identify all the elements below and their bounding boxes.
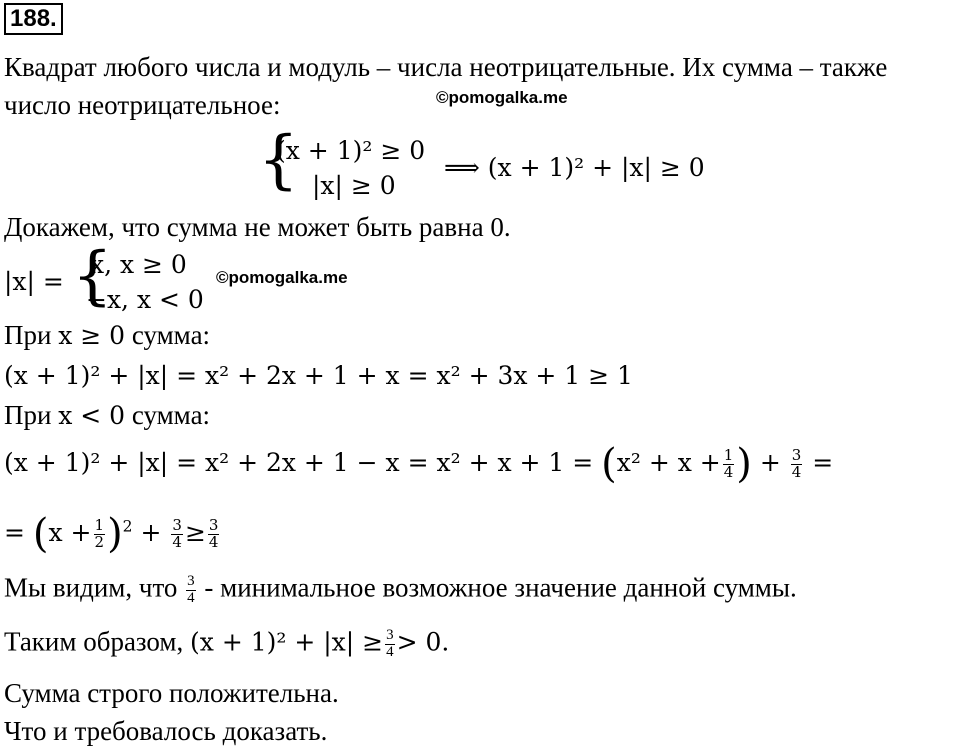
text-line-1: Квадрат любого числа и модуль – числа неотрицательные. Их сумма – также [4,52,888,82]
problem-number: 188. [4,3,63,35]
system-row-1: (x + 1)² ≥ 0 [276,136,426,165]
fraction-3-4: $\frac{3}{4}$ [172,516,182,551]
fraction-3-4: $\frac{3}{4}$ [208,516,219,551]
thus-c: > 0. [396,627,450,657]
abs-row-2: −x, x < 0 [86,285,204,314]
fraction-3-4: $\frac{3}{4}$ [187,573,195,606]
paren-open: ( [601,441,617,487]
case2-math: x < 0 [58,401,126,430]
continuation-equation: = (x + $\frac{1}{2}$ )$^2$ + $\frac{3}{4}$ ≥ $\frac{3}{4}$ [4,511,219,557]
conclusion-line [4,628,449,661]
case2-text-a: При [4,400,52,430]
case2-eq-d: = [812,448,834,477]
thus-a: Таким образом, [4,626,184,657]
system-brace: { [258,123,299,197]
qed-line: Что и требовалось доказать. [4,716,328,746]
cont-b: x + [48,518,92,547]
text-line-3: Докажем, что сумма не может быть равна 0. [4,212,511,242]
case2-eq-c: + [759,448,781,477]
fraction-1-4: $\frac{1}{4}$ [723,446,734,481]
abs-lhs: |x| = [4,267,64,296]
see-a: Мы видим, что [4,572,178,603]
watermark: ©pomogalka.me [216,268,348,287]
case2-heading [4,402,210,429]
case1-text-b: сумма: [131,320,211,350]
fraction-1-2: $\frac{1}{2}$ [94,516,105,551]
paren-open: ( [32,511,49,557]
case2-text-b: сумма: [131,400,211,430]
paren-close: ) [107,511,123,557]
case1-text-a: При [4,320,52,350]
watermark: ©pomogalka.me [436,88,568,107]
text-line-2: число неотрицательное: [4,90,281,120]
min-value-line [4,574,797,607]
system-result: ⟹ (x + 1)² + |x| ≥ 0 [444,153,705,182]
cont-c: + [140,518,162,547]
case2-eq-b: x² + x + [616,448,721,477]
case1-heading [4,322,210,349]
system-row-2: |x| ≥ 0 [312,171,396,200]
case2-equation [4,441,834,487]
case1-equation: (x + 1)² + |x| = x² + 2x + 1 + x = x² + 3x + 1 ≥ 1 [4,361,633,390]
see-b: - минимальное возможное значение данной суммы. [204,572,797,603]
case1-math: x ≥ 0 [58,321,126,350]
abs-brace: { [72,239,113,313]
paren-close: ) [736,441,752,487]
thus-b: (x + 1)² + |x| ≥ [190,627,384,657]
fraction-3-4: $\frac{3}{4}$ [386,627,394,660]
fraction-3-4: $\frac{3}{4}$ [791,446,802,481]
case2-eq-a: (x + 1)² + |x| = x² + 2x + 1 − x = x² + x + 1 = [4,448,594,477]
cont-a: = [4,518,25,547]
positive-line: Сумма строго положительна. [4,678,339,708]
cont-d: ≥ [184,518,206,547]
abs-row-1: x, x ≥ 0 [90,250,187,279]
